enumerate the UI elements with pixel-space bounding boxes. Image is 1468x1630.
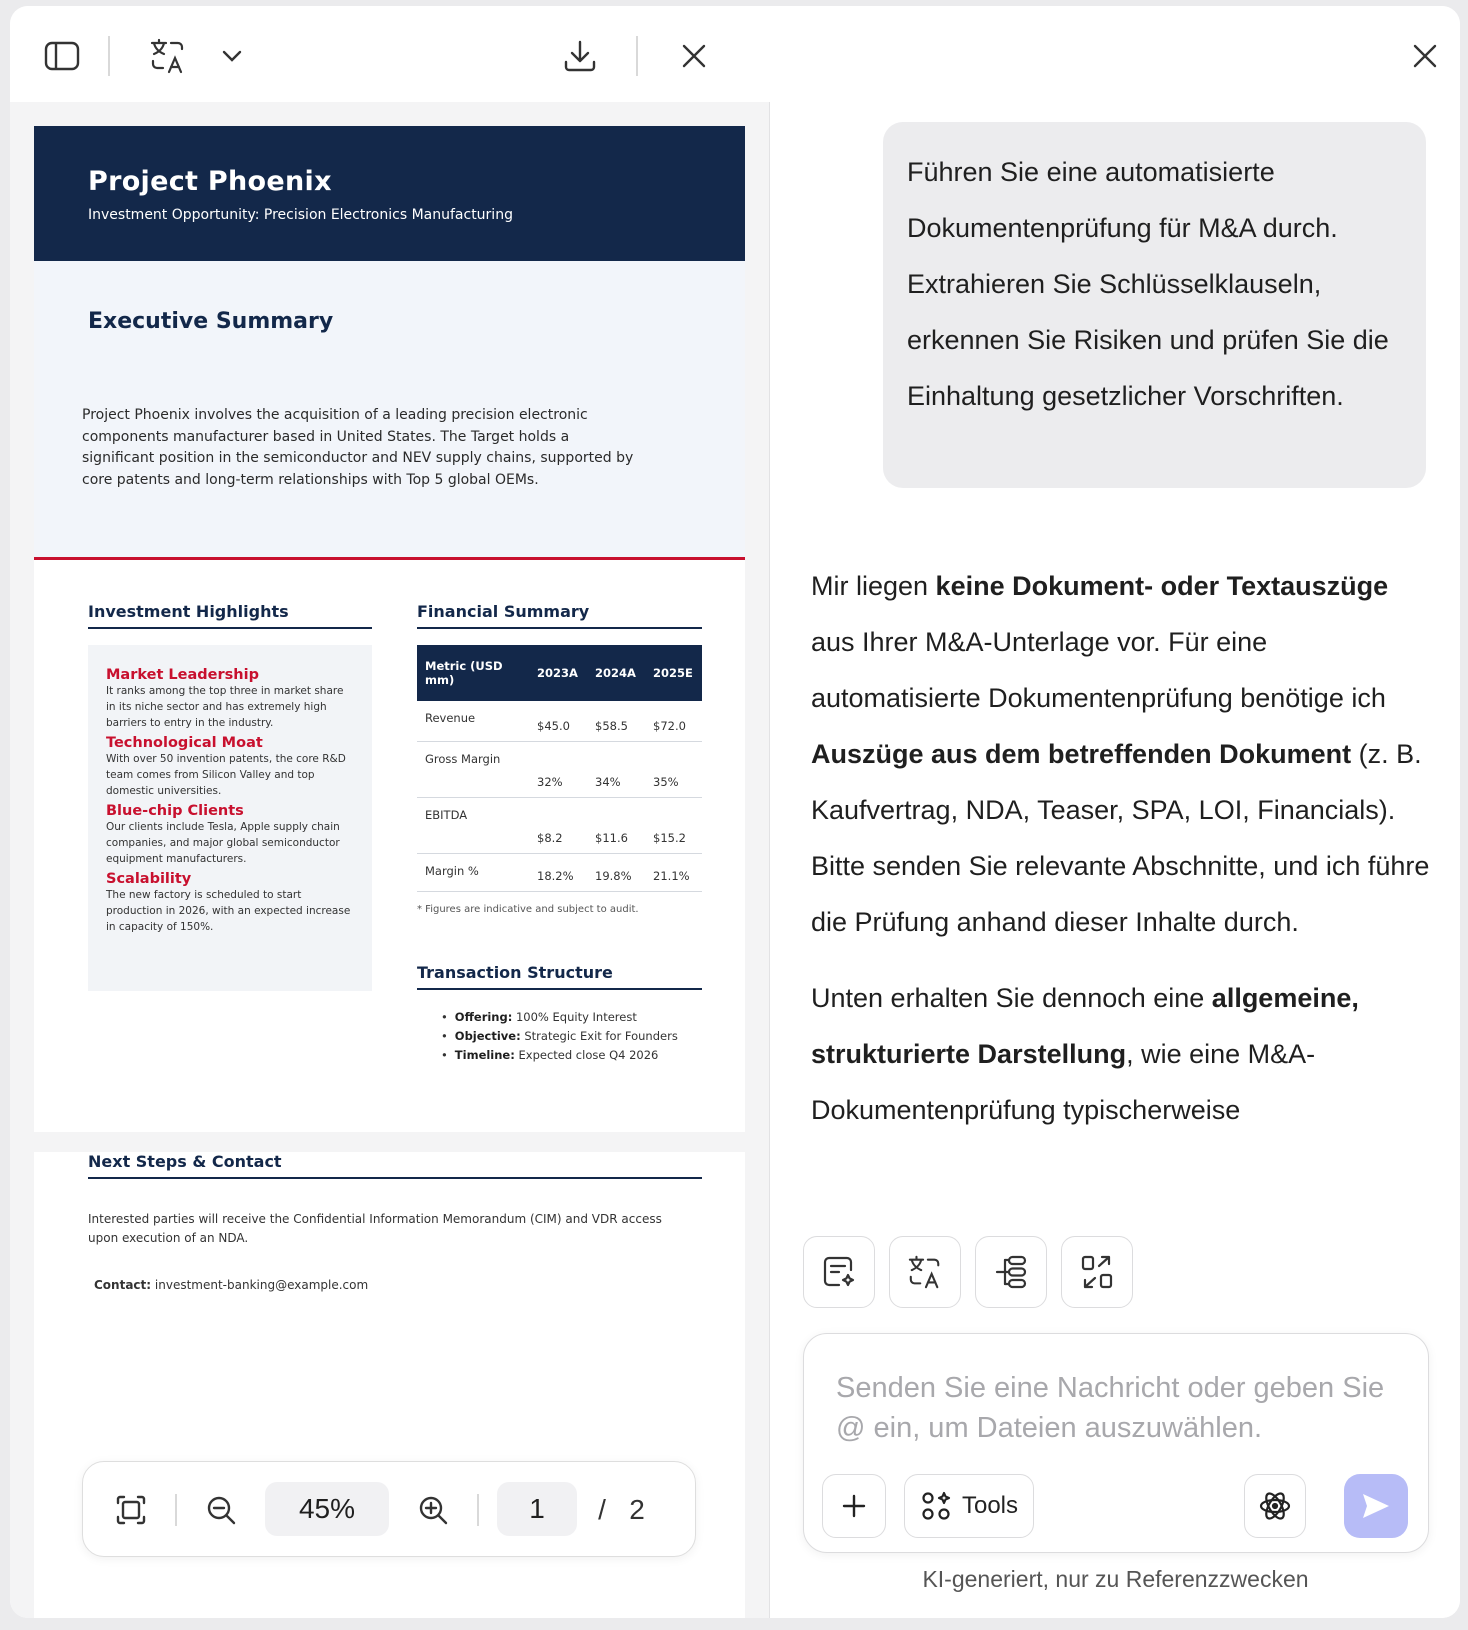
page-total: 2 xyxy=(629,1494,645,1525)
table-cell: Margin % xyxy=(417,853,529,891)
chat-panel xyxy=(771,6,1460,1618)
sidebar-toggle-icon[interactable] xyxy=(42,36,82,76)
translate-icon xyxy=(907,1254,943,1290)
table-row xyxy=(417,701,702,741)
table-cell: $8.2 xyxy=(529,797,587,853)
tools-label: Tools xyxy=(961,1492,1019,1519)
investment-highlights-title: Investment Highlights xyxy=(88,602,372,629)
table-cell: 21.1% xyxy=(645,853,702,891)
plus-icon xyxy=(841,1493,867,1519)
zoom-out-icon[interactable] xyxy=(201,1490,241,1530)
highlight-title: Blue-chip Clients xyxy=(106,803,244,819)
highlight-item xyxy=(106,667,356,731)
next-steps-title: Next Steps & Contact xyxy=(88,1152,702,1179)
table-cell: EBITDA xyxy=(417,797,529,853)
highlights-box xyxy=(88,645,372,991)
highlight-item xyxy=(106,803,356,867)
table-cell: $15.2 xyxy=(645,797,702,853)
zoom-divider xyxy=(175,1494,177,1526)
ai-disclaimer: KI-generiert, nur zu Referenzzwecken xyxy=(922,1566,1309,1592)
highlight-title: Market Leadership xyxy=(106,667,259,683)
contact-line: Contact: investment-banking@example.com xyxy=(94,1278,369,1292)
financial-footnote: * Figures are indicative and subject to audit. xyxy=(417,903,639,915)
highlight-title: Scalability xyxy=(106,871,192,887)
table-header-cell: Metric (USD mm) xyxy=(417,645,529,701)
investment-highlights-section xyxy=(88,602,372,991)
table-header-cell: 2024A xyxy=(587,645,645,701)
app-window xyxy=(10,6,1460,1618)
convert-button[interactable] xyxy=(1061,1236,1133,1308)
financial-table xyxy=(417,645,702,892)
table-cell: Revenue xyxy=(417,701,529,741)
fit-page-icon[interactable] xyxy=(111,1490,151,1530)
message-composer xyxy=(803,1333,1429,1553)
send-button[interactable] xyxy=(1344,1474,1408,1538)
table-row xyxy=(417,741,702,797)
table-cell: Gross Margin xyxy=(417,741,529,797)
list-item: • Offering: 100% Equity Interest xyxy=(441,1008,702,1027)
table-cell: $45.0 xyxy=(529,701,587,741)
executive-summary-text: Project Phoenix involves the acquisition of a leading precision electronic components manufacturer based in United States. The Target holds a significant position in the semiconductor and NEV supply chains, supported by core patents and long-term relationships with Top 5 global OEMs. xyxy=(82,407,634,488)
user-message-bubble: Führen Sie eine automatisierte Dokumentenprüfung für M&A durch. Extrahieren Sie Schlüsselklauseln, erkennen Sie Risiken und prüfen Sie die Einhaltung gesetzlicher Vorschriften. xyxy=(883,122,1426,488)
assistant-message xyxy=(811,558,1431,1138)
executive-summary-section xyxy=(34,261,745,560)
table-header-row xyxy=(417,645,702,701)
highlight-text: With over 50 invention patents, the core R&D team comes from Silicon Valley and top domestic universities. xyxy=(106,753,346,797)
document-title: Project Phoenix xyxy=(88,166,332,197)
table-cell: $58.5 xyxy=(587,701,645,741)
viewer-toolbar xyxy=(10,6,770,102)
assistant-paragraph: Unten erhalten Sie dennoch eine allgemeine, strukturierte Darstellung, wie eine M&A-Dokumentenprüfung typischerweise xyxy=(811,983,1359,1125)
highlight-title: Technological Moat xyxy=(106,735,263,751)
highlight-text: It ranks among the top three in market share in its niche sector and has extremely high barriers to entry in the industry. xyxy=(106,685,344,729)
send-icon xyxy=(1361,1492,1391,1520)
page-number-input[interactable]: 1 xyxy=(497,1482,577,1536)
table-cell: 19.8% xyxy=(587,853,645,891)
toolbar-divider xyxy=(108,36,110,76)
close-viewer-icon[interactable] xyxy=(674,36,714,76)
document-subtitle: Investment Opportunity: Precision Electronics Manufacturing xyxy=(88,207,513,223)
highlight-text: The new factory is scheduled to start production in 2026, with an expected increase in capacity of 150%. xyxy=(106,889,351,933)
tools-icon xyxy=(920,1490,952,1522)
document-viewer-pane xyxy=(10,6,770,1618)
table-cell: 34% xyxy=(587,741,645,797)
highlight-item xyxy=(106,871,356,935)
next-steps-text: Interested parties will receive the Confidential Information Memorandum (CIM) and VDR access upon execution of an NDA. xyxy=(88,1212,662,1245)
list-item: • Objective: Strategic Exit for Founders xyxy=(441,1027,702,1046)
zoom-level[interactable]: 45% xyxy=(265,1482,389,1536)
translate-icon[interactable] xyxy=(146,34,190,78)
download-icon[interactable] xyxy=(558,34,602,78)
table-row xyxy=(417,853,702,891)
transaction-structure-title: Transaction Structure xyxy=(417,963,702,990)
message-input[interactable]: Senden Sie eine Nachricht oder geben Sie @ ein, um Dateien auszuwählen. xyxy=(836,1372,1385,1444)
document-page-1[interactable] xyxy=(34,126,745,1132)
chevron-down-icon[interactable] xyxy=(218,42,246,70)
financial-summary-section xyxy=(417,602,702,1065)
list-item: • Timeline: Expected close Q4 2026 xyxy=(441,1046,702,1065)
transaction-list xyxy=(417,1008,702,1065)
model-button[interactable] xyxy=(1244,1474,1306,1538)
table-header-cell: 2023A xyxy=(529,645,587,701)
table-header-cell: 2025E xyxy=(645,645,702,701)
mindmap-button[interactable] xyxy=(975,1236,1047,1308)
table-cell: 32% xyxy=(529,741,587,797)
tools-button[interactable] xyxy=(904,1474,1034,1538)
summarize-button[interactable] xyxy=(803,1236,875,1308)
zoom-toolbar xyxy=(82,1461,696,1557)
zoom-in-icon[interactable] xyxy=(413,1490,453,1530)
executive-summary-title: Executive Summary xyxy=(88,309,334,334)
table-cell: 35% xyxy=(645,741,702,797)
mindmap-icon xyxy=(993,1254,1029,1290)
highlight-text: Our clients include Tesla, Apple supply chain companies, and major global semiconductor equipment manufacturers. xyxy=(106,821,340,865)
zoom-divider xyxy=(477,1494,479,1526)
financial-summary-title: Financial Summary xyxy=(417,602,702,629)
table-cell: $72.0 xyxy=(645,701,702,741)
document-header xyxy=(34,126,745,261)
convert-icon xyxy=(1079,1254,1115,1290)
table-cell: 18.2% xyxy=(529,853,587,891)
add-attachment-button[interactable] xyxy=(822,1474,886,1538)
assistant-paragraph: Mir liegen keine Dokument- oder Textauszüge aus Ihrer M&A-Unterlage vor. Für eine automatisierte Dokumentenprüfung benötige ich Auszüge aus dem betreffenden Dokument (z. B. Kaufvertrag, NDA, Teaser, SPA, LOI, Financials). Bitte senden Sie relevante Abschnitte, und ich führe die Prüfung anhand dieser Inhalte durch. xyxy=(811,571,1430,937)
summarize-icon xyxy=(821,1254,857,1290)
close-chat-icon[interactable] xyxy=(1407,38,1443,74)
highlight-item xyxy=(106,735,356,799)
table-row xyxy=(417,797,702,853)
page-separator: / xyxy=(598,1494,606,1525)
atom-icon xyxy=(1258,1489,1292,1523)
translate-button[interactable] xyxy=(889,1236,961,1308)
toolbar-divider xyxy=(636,36,638,76)
table-cell: $11.6 xyxy=(587,797,645,853)
transaction-structure-section xyxy=(417,963,702,1065)
